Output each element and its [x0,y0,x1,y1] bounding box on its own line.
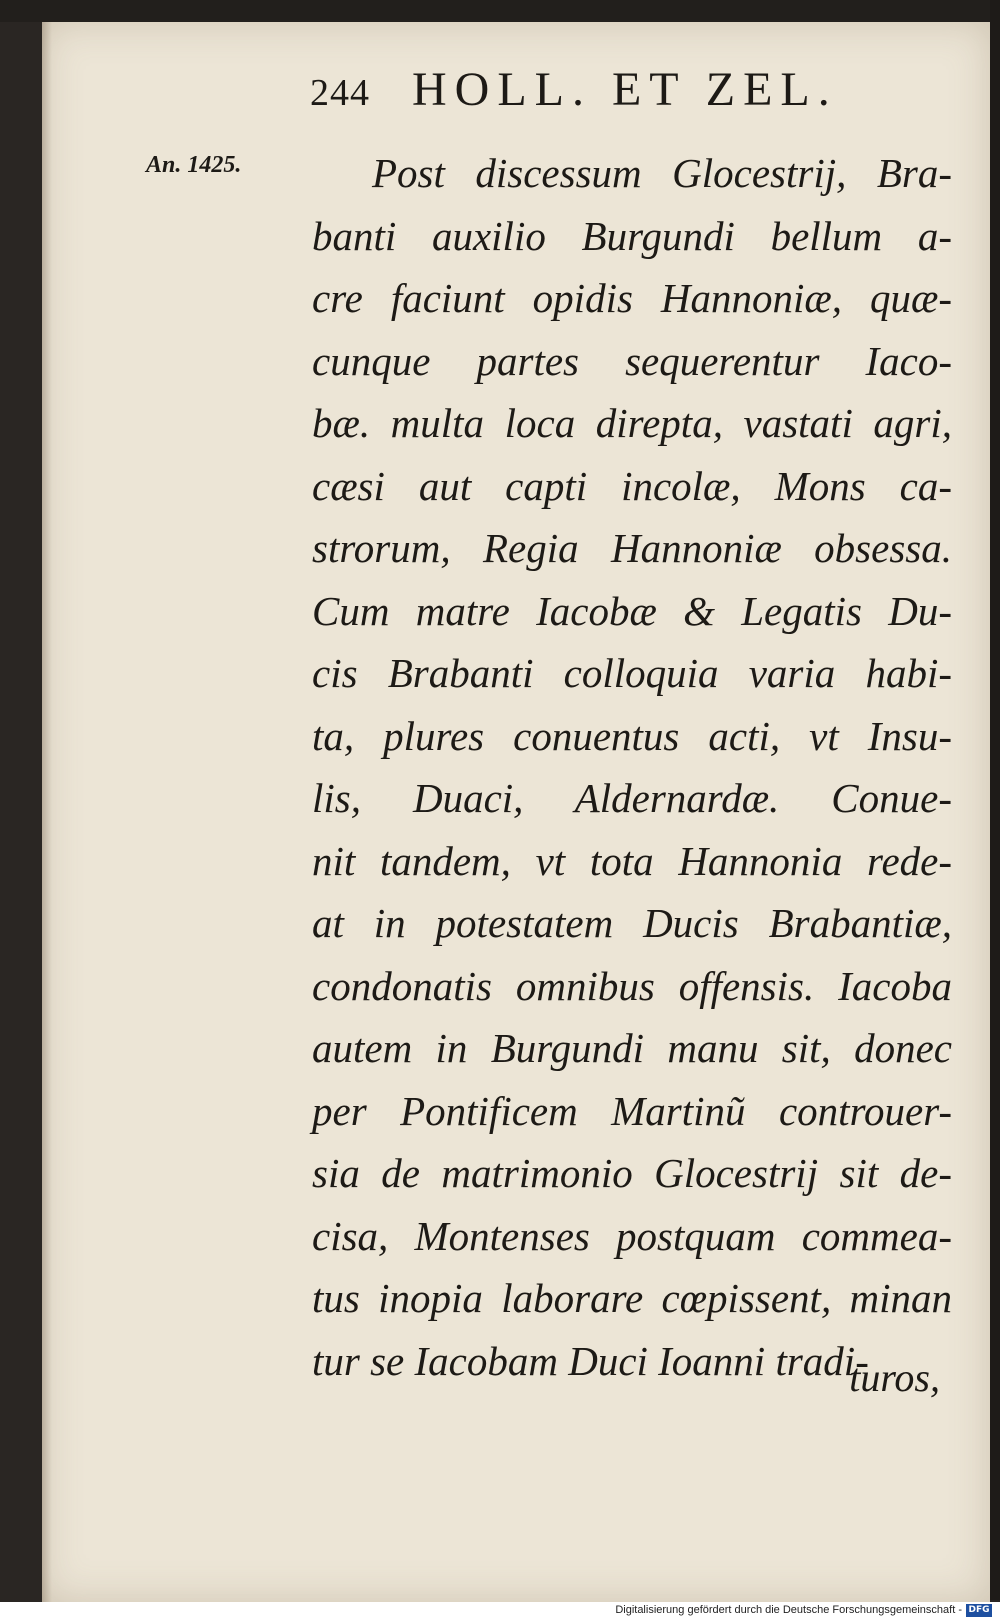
digitization-credit: Digitalisierung gefördert durch die Deutsche Forschungsgemeinschaft - [615,1604,962,1616]
page-number: 244 [310,72,370,114]
text-line: Post discessum Glocestrij, Bra- [372,150,952,196]
text-line: ta, plures conuentus acti, vt Insu- [312,712,952,759]
text-line: cisa, Montenses postquam commea- [312,1212,952,1259]
text-line: nit tandem, vt tota Hannonia rede- [312,837,952,884]
margin-note-year: An. 1425. [146,152,242,178]
text-line: banti auxilio Burgundi bellum a- [312,212,952,259]
text-line: cre faciunt opidis Hannoniæ, quæ- [312,275,952,321]
running-title: HOLL. ET ZEL. [412,63,838,116]
dfg-logo: DFG [966,1604,992,1617]
text-line: per Pontificem Martinũ controuer- [312,1087,952,1134]
text-line: sia de matrimonio Glocestrij sit de- [312,1150,952,1196]
text-line: tur se Iacobam Duci Ioanni tradi- [312,1337,869,1384]
text-line: cæsi aut capti incolæ, Mons ca- [312,462,952,509]
text-line: cis Brabanti colloquia varia habi- [312,650,952,696]
running-head [310,62,838,117]
text-line: tus inopia laborare cœpissent, minan [312,1275,952,1321]
text-line: cunque partes sequerentur Iaco- [312,337,952,384]
scan-top-border [0,0,1000,22]
text-line: Cum matre Iacobæ & Legatis Du- [312,587,952,634]
text-line: condonatis omnibus offensis. Iacoba [312,962,952,1009]
scan-right-border [990,0,1000,1600]
text-line: strorum, Regia Hannoniæ obsessa. [312,525,952,571]
catchword: turos, [849,1355,940,1400]
text-line: bæ. multa loca direpta, vastati agri, [312,400,952,446]
text-line: lis, Duaci, Aldernardæ. Conue- [312,775,952,821]
body-text [312,142,952,1392]
text-line: autem in Burgundi manu sit, donec [312,1025,952,1071]
book-page [42,22,990,1602]
text-line: at in potestatem Ducis Brabantiæ, [312,900,952,946]
